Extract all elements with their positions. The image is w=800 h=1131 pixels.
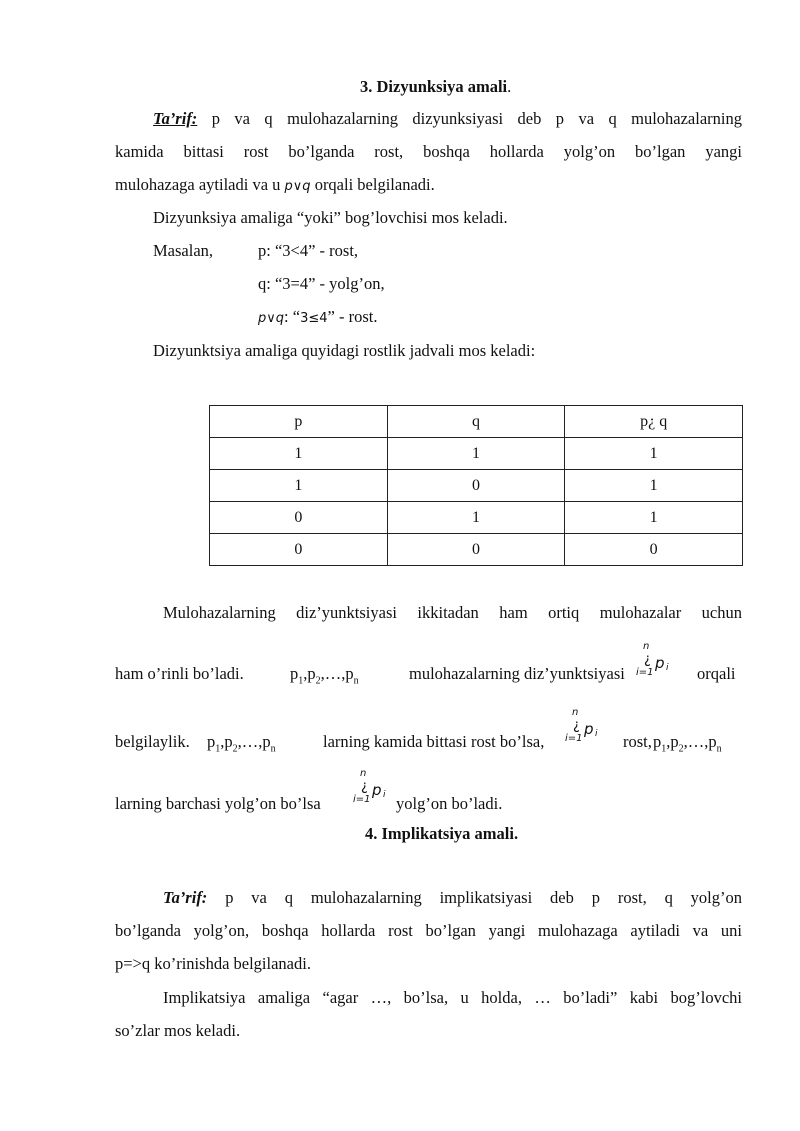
section-4-title: 4. Implikatsiya amali. bbox=[365, 824, 519, 843]
table-cell: 1 bbox=[210, 438, 388, 470]
table-cell: 0 bbox=[210, 502, 388, 534]
multi-line-1: Mulohazalarning diz’yunktsiyasi ikkitadan ham ortiq mulohazalar uchun bbox=[163, 603, 742, 622]
sequence-p: $p_1,p_2,\dots,p_n$ bbox=[290, 664, 359, 687]
sequence-p: $p_1,p_2,\dots,p_n$ bbox=[653, 732, 722, 755]
example-p-or-q: p∨q: “3≤4” - rost. bbox=[258, 307, 378, 326]
example-label: Masalan, bbox=[153, 241, 214, 260]
truth-table bbox=[209, 405, 743, 566]
multi-line-3b: larning kamida bittasi rost bo’lsa, bbox=[323, 732, 545, 751]
multi-line-2c: orqali bbox=[697, 664, 736, 683]
definition-line-2: kamida bittasi rost bo’lganda rost, boshqa hollarda yolg’on bo’lgan yangi bbox=[115, 142, 742, 161]
multi-line-3a: belgilaylik. bbox=[115, 732, 190, 751]
table-cell: 0 bbox=[565, 534, 743, 566]
yoki-line: Dizyunksiya amaliga “yoki” bog’lovchisi mos keladi. bbox=[153, 208, 508, 227]
disjunction-formula: n ¿ i=1 p i bbox=[353, 768, 386, 805]
header-p-or-q: p¿ q bbox=[565, 406, 743, 438]
table-cell: 1 bbox=[565, 502, 743, 534]
table-cell: 0 bbox=[387, 534, 565, 566]
example-q: q: “3=4” - yolg’on, bbox=[258, 274, 385, 293]
table-row bbox=[210, 470, 743, 502]
implication-def-line-3: p=>q ko’rinishda belgilanadi. bbox=[115, 954, 311, 973]
definition-line-1: Ta’rif: p va q mulohazalarning dizyunksiyasi deb p va q mulohazalarning bbox=[153, 109, 742, 128]
multi-line-4a: larning barchasi yolg’on bo’lsa bbox=[115, 794, 321, 813]
table-header-row bbox=[210, 406, 743, 438]
implication-def-line-2: bo’lganda yolg’on, boshqa hollarda rost bo’lgan yangi mulohazaga aytiladi va uni bbox=[115, 921, 742, 940]
disjunction-formula: n ¿ i=1 p i bbox=[565, 707, 598, 744]
table-cell: 0 bbox=[387, 470, 565, 502]
table-cell: 1 bbox=[210, 470, 388, 502]
implication-conn-line-1: Implikatsiya amaliga “agar …, bo’lsa, u holda, … bo’ladi” kabi bog’lovchi bbox=[163, 988, 742, 1007]
table-cell: 0 bbox=[210, 534, 388, 566]
implication-conn-line-2: so’zlar mos keladi. bbox=[115, 1021, 241, 1040]
table-row bbox=[210, 534, 743, 566]
table-cell: 1 bbox=[387, 502, 565, 534]
implication-def-line-1: Ta’rif: p va q mulohazalarning implikatsiyasi deb p rost, q yolg’on bbox=[163, 888, 743, 907]
table-row bbox=[210, 502, 743, 534]
disjunction-symbol: p∨q bbox=[284, 179, 311, 194]
table-cell: 1 bbox=[387, 438, 565, 470]
header-p: p bbox=[210, 406, 388, 438]
example-p: p: “3<4” - rost, bbox=[258, 241, 359, 260]
definition-line-3: mulohazaga aytiladi va u p∨q orqali belgilanadi. bbox=[115, 175, 435, 194]
sequence-p: $p_1,p_2,\dots,p_n$ bbox=[207, 732, 276, 755]
multi-line-2b: mulohazalarning diz’yunktsiyasi bbox=[409, 664, 625, 683]
table-cell: 1 bbox=[565, 438, 743, 470]
section-3-title: 3. Dizyunksiya amali. bbox=[360, 77, 512, 96]
header-q: q bbox=[387, 406, 565, 438]
multi-line-4b: yolg’on bo’ladi. bbox=[396, 794, 503, 813]
multi-line-2a: ham o’rinli bo’ladi. bbox=[115, 664, 244, 683]
table-row bbox=[210, 438, 743, 470]
table-cell: 1 bbox=[565, 470, 743, 502]
table-intro: Dizyunktsiya amaliga quyidagi rostlik jadvali mos keladi: bbox=[153, 341, 536, 360]
disjunction-formula: n ¿ i=1 p i bbox=[636, 641, 669, 678]
multi-line-3c: rost, bbox=[623, 732, 652, 751]
definition-label: Ta’rif: bbox=[163, 888, 208, 907]
definition-label: Ta’rif: bbox=[153, 109, 198, 128]
